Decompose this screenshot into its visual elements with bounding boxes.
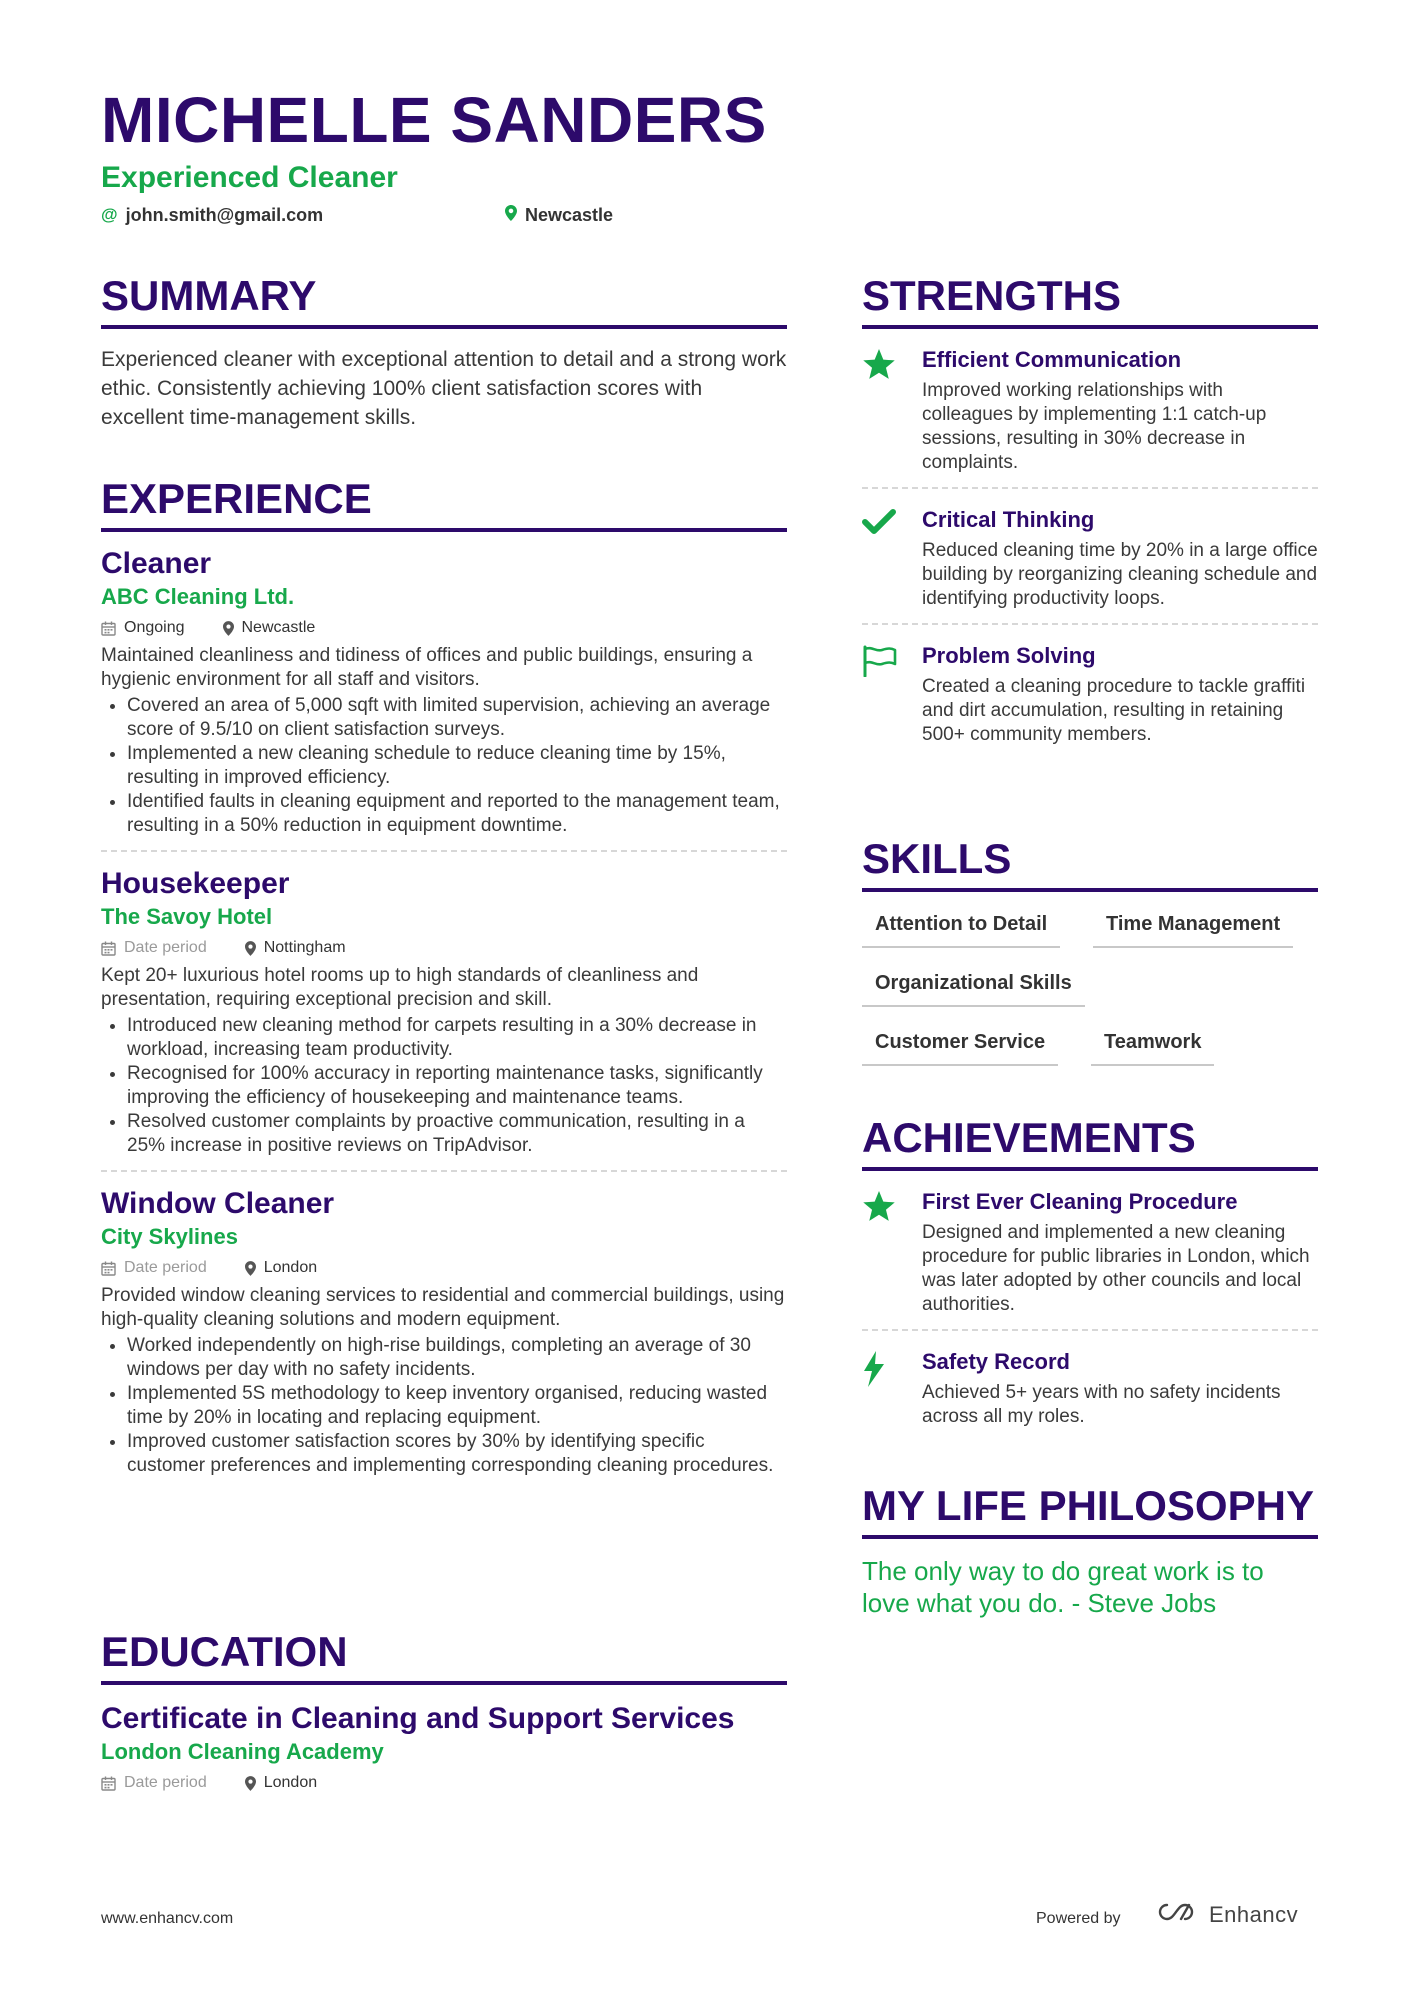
calendar-icon <box>101 941 116 956</box>
achievement-text: Designed and implemented a new cleaning procedure for public libraries in London, which was later adopted by other councils and local authorities. <box>922 1222 1310 1315</box>
strength-text: Reduced cleaning time by 20% in a large office building by reorganizing cleaning schedule and identifying productivity loops. <box>922 540 1318 609</box>
strength-item <box>862 641 1318 747</box>
skills-title: SKILLS <box>862 834 1318 892</box>
flag-icon <box>862 664 898 681</box>
summary-text: Experienced cleaner with exceptional attention to detail and a strong work ethic. Consistently achieving 100% client satisfaction scores with excellent time-management skills. <box>101 348 787 429</box>
candidate-name: MICHELLE SANDERS <box>101 84 767 156</box>
achievement-text: Achieved 5+ years with no safety incidents across all my roles. <box>922 1382 1281 1427</box>
experience-section <box>101 474 787 1478</box>
job-meta <box>101 1256 787 1280</box>
divider <box>101 850 787 852</box>
strength-text: Created a cleaning procedure to tackle graffiti and dirt accumulation, resulting in retaining 500+ community members. <box>922 676 1306 745</box>
summary-section <box>101 271 787 432</box>
enhancv-wordmark: Enhancv <box>1209 1901 1299 1927</box>
job-bullets <box>101 694 787 838</box>
skill-tag: Teamwork <box>1091 1028 1214 1066</box>
enhancv-logo-icon <box>1153 1900 1199 1929</box>
job-bullet: • Implemented 5S methodology to keep inventory organised, reducing wasted time by 20% in locating and replacing equipment. <box>127 1382 787 1430</box>
checkmark-icon <box>862 522 896 539</box>
star-icon <box>862 1210 896 1227</box>
candidate-role: Experienced Cleaner <box>101 161 398 194</box>
strengths-title: STRENGTHS <box>862 271 1318 329</box>
job-company: ABC Cleaning Ltd. <box>101 584 295 609</box>
contact-email[interactable] <box>101 203 323 227</box>
calendar-icon <box>101 621 116 636</box>
enhancv-logo[interactable] <box>1153 1900 1298 1929</box>
divider <box>862 487 1318 489</box>
job-description: Provided window cleaning services to residential and commercial buildings, using high-quality cleaning solutions and modern equipment. <box>101 1285 785 1330</box>
lightning-icon <box>862 1374 886 1391</box>
job-entry <box>101 866 787 1158</box>
skill-tag: Organizational Skills <box>862 969 1085 1007</box>
education-meta <box>101 1771 787 1795</box>
philosophy-quote: The only way to do great work is to love what you do. - Steve Jobs <box>862 1556 1264 1618</box>
achievement-title: First Ever Cleaning Procedure <box>922 1189 1238 1214</box>
job-company: The Savoy Hotel <box>101 904 273 929</box>
job-bullet: • Resolved customer complaints by proactive communication, resulting in a 25% increase in positive reviews on TripAdvisor. <box>127 1110 787 1158</box>
strength-item <box>862 505 1318 611</box>
degree-title: Certificate in Cleaning and Support Services <box>101 1702 735 1735</box>
job-location: Newcastle <box>241 619 316 636</box>
job-title: Cleaner <box>101 547 212 580</box>
job-bullet: • Recognised for 100% accuracy in reporting maintenance tasks, significantly improving the efficiency of housekeeping and maintenance teams. <box>127 1062 787 1110</box>
skill-tag: Customer Service <box>862 1028 1058 1066</box>
skill-tag: Attention to Detail <box>862 910 1060 948</box>
job-bullets <box>101 1334 787 1478</box>
education-entry <box>101 1701 787 1795</box>
job-date: Date period <box>124 939 207 956</box>
job-meta <box>101 936 787 960</box>
strength-text: Improved working relationships with colleagues by implementing 1:1 catch-up sessions, resulting in 30% decrease in complaints. <box>922 380 1267 473</box>
job-description: Maintained cleanliness and tidiness of offices and public buildings, ensuring a hygienic environment for all staff and visitors. <box>101 645 753 690</box>
job-entry <box>101 1186 787 1478</box>
divider <box>101 1170 787 1172</box>
education-title: EDUCATION <box>101 1627 787 1685</box>
strength-title: Critical Thinking <box>922 507 1095 532</box>
strength-title: Efficient Communication <box>922 347 1182 372</box>
location-pin-icon <box>223 621 234 636</box>
divider <box>862 1329 1318 1331</box>
job-company: City Skylines <box>101 1224 238 1249</box>
job-bullets <box>101 1014 787 1158</box>
achievement-item <box>862 1187 1318 1317</box>
job-location: Nottingham <box>263 939 346 956</box>
location-pin-icon <box>505 203 517 227</box>
footer-website[interactable]: www.enhancv.com <box>101 1910 234 1927</box>
star-icon <box>862 368 896 385</box>
job-bullet: • Worked independently on high-rise buildings, completing an average of 30 windows per day with no safety incidents. <box>127 1334 787 1382</box>
school-name: London Cleaning Academy <box>101 1739 384 1764</box>
job-bullet: • Improved customer satisfaction scores by 30% by identifying specific customer preferences and implementing corresponding cleaning procedures. <box>127 1430 787 1478</box>
job-date: Date period <box>124 1259 207 1276</box>
summary-title: SUMMARY <box>101 271 787 329</box>
philosophy-section <box>862 1481 1318 1619</box>
calendar-icon <box>101 1776 116 1791</box>
skills-section <box>862 834 1318 1074</box>
achievements-section <box>862 1113 1318 1429</box>
divider <box>862 623 1318 625</box>
contact-location <box>505 203 613 227</box>
location-pin-icon <box>245 941 256 956</box>
experience-title: EXPERIENCE <box>101 474 787 532</box>
skill-tag: Time Management <box>1093 910 1293 948</box>
strengths-section <box>862 271 1318 747</box>
job-meta <box>101 616 787 640</box>
location-pin-icon <box>245 1261 256 1276</box>
education-location: London <box>263 1774 318 1791</box>
job-bullet: • Implemented a new cleaning schedule to reduce cleaning time by 15%, resulting in improved efficiency. <box>127 742 787 790</box>
education-section <box>101 1627 787 1795</box>
job-description: Kept 20+ luxurious hotel rooms up to high standards of cleanliness and presentation, requiring exceptional precision and skill. <box>101 965 699 1010</box>
job-title: Housekeeper <box>101 867 290 900</box>
job-bullet: • Identified faults in cleaning equipment and reported to the management team, resulting in a 50% reduction in equipment downtime. <box>127 790 787 838</box>
job-entry <box>101 546 787 838</box>
philosophy-title: MY LIFE PHILOSOPHY <box>862 1481 1318 1539</box>
job-bullet: • Introduced new cleaning method for carpets resulting in a 30% decrease in workload, increasing team productivity. <box>127 1014 787 1062</box>
achievements-title: ACHIEVEMENTS <box>862 1113 1318 1171</box>
strength-item <box>862 345 1318 475</box>
job-date: Ongoing <box>124 619 185 636</box>
strength-title: Problem Solving <box>922 643 1096 668</box>
job-location: London <box>263 1259 318 1276</box>
email-text: john.smith@gmail.com <box>125 205 324 225</box>
achievement-title: Safety Record <box>922 1349 1070 1374</box>
achievement-item <box>862 1347 1318 1429</box>
calendar-icon <box>101 1261 116 1276</box>
job-title: Window Cleaner <box>101 1187 335 1220</box>
job-bullet: • Covered an area of 5,000 sqft with limited supervision, achieving an average score of 9.5/10 on client satisfaction surveys. <box>127 694 787 742</box>
footer-powered-by: Powered by <box>1036 1910 1121 1927</box>
location-pin-icon <box>245 1776 256 1791</box>
at-icon: @ <box>101 205 118 224</box>
location-text: Newcastle <box>525 205 614 225</box>
education-date: Date period <box>124 1774 207 1791</box>
